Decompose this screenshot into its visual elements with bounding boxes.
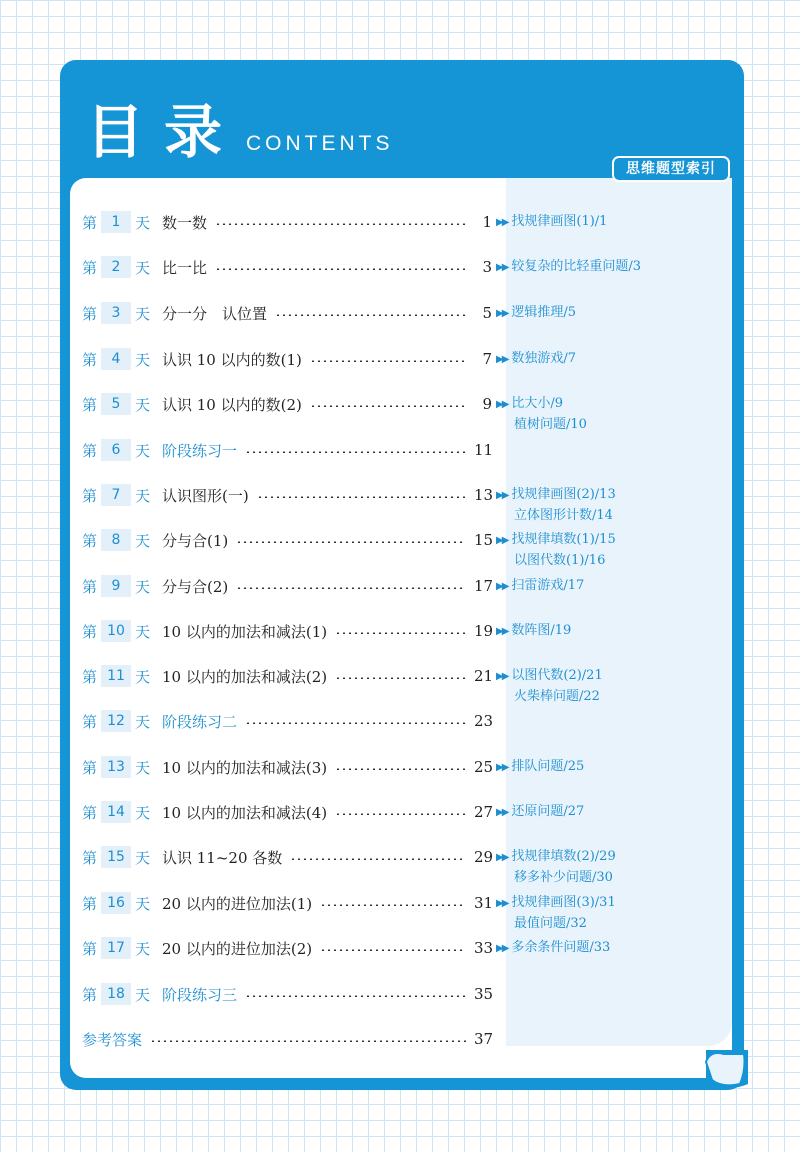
day-number: 5 xyxy=(101,393,131,415)
day-suffix: 天 xyxy=(135,395,151,414)
dot-leader xyxy=(245,451,466,453)
page-number: 21 xyxy=(474,667,494,685)
day-number: 8 xyxy=(101,529,131,551)
toc-row[interactable] xyxy=(82,528,492,552)
dot-leader xyxy=(320,904,466,906)
day-prefix: 第 xyxy=(82,304,98,323)
double-arrow-icon: ▶▶ xyxy=(496,943,508,954)
page-curl-icon xyxy=(704,1050,748,1090)
index-entry[interactable] xyxy=(496,847,726,888)
double-arrow-icon: ▶▶ xyxy=(496,626,508,637)
page-number: 29 xyxy=(474,848,494,866)
page-number: 11 xyxy=(474,441,494,459)
day-number: 18 xyxy=(101,983,131,1005)
topic-title: 分与合(1) xyxy=(162,531,229,550)
index-entry[interactable] xyxy=(496,257,726,278)
toc-row[interactable] xyxy=(82,755,492,779)
index-entry[interactable] xyxy=(496,530,726,571)
day-prefix: 第 xyxy=(82,758,98,777)
index-entry[interactable] xyxy=(496,802,726,823)
double-arrow-icon: ▶▶ xyxy=(496,852,508,863)
day-prefix: 第 xyxy=(82,531,98,550)
day-prefix: 第 xyxy=(82,939,98,958)
toc-row[interactable] xyxy=(82,709,492,733)
dot-leader xyxy=(335,813,466,815)
toc-answers-row[interactable] xyxy=(82,1027,492,1051)
day-suffix: 天 xyxy=(135,213,151,232)
day-prefix: 第 xyxy=(82,213,98,232)
index-line xyxy=(496,212,726,233)
day-prefix: 第 xyxy=(82,441,98,460)
toc-row[interactable] xyxy=(82,891,492,915)
index-text: 以图代数(1)/16 xyxy=(514,553,606,568)
page-number: 27 xyxy=(474,803,494,821)
day-suffix: 天 xyxy=(135,758,151,777)
index-text: 逻辑推理/5 xyxy=(511,305,577,320)
day-label xyxy=(82,439,162,461)
index-text: 较复杂的比轻重问题/3 xyxy=(511,259,642,274)
day-prefix: 第 xyxy=(82,848,98,867)
day-label xyxy=(82,348,162,370)
index-text: 找规律画图(1)/1 xyxy=(511,214,608,229)
day-label xyxy=(82,846,162,868)
topic-title: 阶段练习一 xyxy=(162,441,238,460)
day-label xyxy=(82,756,162,778)
index-line xyxy=(496,394,726,415)
toc-row[interactable] xyxy=(82,301,492,325)
index-line xyxy=(496,757,726,778)
day-prefix: 第 xyxy=(82,803,98,822)
day-label xyxy=(82,393,162,415)
page-number: 33 xyxy=(474,939,494,957)
dot-leader xyxy=(257,496,466,498)
index-text: 扫雷游戏/17 xyxy=(511,578,585,593)
day-number: 13 xyxy=(101,756,131,778)
index-line xyxy=(496,914,726,934)
page-subtitle: CONTENTS xyxy=(246,132,394,155)
toc-row[interactable] xyxy=(82,483,492,507)
index-line xyxy=(496,687,726,707)
double-arrow-icon: ▶▶ xyxy=(496,308,508,319)
toc-row[interactable] xyxy=(82,664,492,688)
day-number: 9 xyxy=(101,575,131,597)
index-text: 找规律画图(2)/13 xyxy=(511,487,616,502)
index-line xyxy=(496,485,726,506)
page-number: 35 xyxy=(474,985,494,1003)
toc-row[interactable] xyxy=(82,845,492,869)
index-text: 数阵图/19 xyxy=(511,623,572,638)
day-prefix: 第 xyxy=(82,395,98,414)
index-text: 找规律填数(2)/29 xyxy=(511,849,616,864)
day-number: 2 xyxy=(101,256,131,278)
day-label xyxy=(82,892,162,914)
index-text: 比大小/9 xyxy=(511,396,564,411)
toc-row[interactable] xyxy=(82,438,492,462)
topic-title: 分一分 认位置 xyxy=(162,304,268,323)
dot-leader xyxy=(320,949,466,951)
day-number: 14 xyxy=(101,801,131,823)
dot-leader xyxy=(335,768,466,770)
index-entry[interactable] xyxy=(496,621,726,642)
day-label xyxy=(82,256,162,278)
topic-title: 认识 11~20 各数 xyxy=(162,848,283,867)
day-number: 12 xyxy=(101,710,131,732)
index-line xyxy=(496,868,726,888)
page-number: 9 xyxy=(482,395,492,413)
index-line xyxy=(496,576,726,597)
day-prefix: 第 xyxy=(82,712,98,731)
topic-title: 20 以内的进位加法(2) xyxy=(162,939,313,958)
index-text: 排队问题/25 xyxy=(511,759,585,774)
day-prefix: 第 xyxy=(82,258,98,277)
double-arrow-icon: ▶▶ xyxy=(496,807,508,818)
day-number: 6 xyxy=(101,439,131,461)
index-text: 火柴棒问题/22 xyxy=(514,689,600,704)
day-number: 11 xyxy=(101,665,131,687)
answers-page: 37 xyxy=(474,1030,494,1048)
day-suffix: 天 xyxy=(135,667,151,686)
double-arrow-icon: ▶▶ xyxy=(496,354,508,365)
index-text: 找规律填数(1)/15 xyxy=(511,532,616,547)
topic-title: 10 以内的加法和减法(3) xyxy=(162,758,328,777)
index-text: 找规律画图(3)/31 xyxy=(511,895,616,910)
page-number: 5 xyxy=(482,304,492,322)
topic-title: 10 以内的加法和减法(2) xyxy=(162,667,328,686)
topic-title: 认识 10 以内的数(2) xyxy=(162,395,302,414)
dot-leader xyxy=(236,541,466,543)
double-arrow-icon: ▶▶ xyxy=(496,490,508,501)
topic-title: 数一数 xyxy=(162,213,208,232)
day-label xyxy=(82,529,162,551)
toc-row[interactable] xyxy=(82,347,492,371)
index-entry[interactable] xyxy=(496,349,726,370)
index-line xyxy=(496,802,726,823)
page-number: 19 xyxy=(474,622,494,640)
topic-title: 分与合(2) xyxy=(162,577,229,596)
day-prefix: 第 xyxy=(82,577,98,596)
toc-row[interactable] xyxy=(82,936,492,960)
double-arrow-icon: ▶▶ xyxy=(496,762,508,773)
dot-leader xyxy=(245,995,466,997)
dot-leader xyxy=(236,587,466,589)
dot-leader xyxy=(290,858,466,860)
index-text: 数独游戏/7 xyxy=(511,351,577,366)
page-number: 17 xyxy=(474,577,494,595)
day-prefix: 第 xyxy=(82,667,98,686)
day-number: 16 xyxy=(101,892,131,914)
day-label xyxy=(82,211,162,233)
dot-leader xyxy=(215,223,466,225)
dot-leader xyxy=(310,405,466,407)
index-text: 还原问题/27 xyxy=(511,804,585,819)
topic-title: 阶段练习二 xyxy=(162,712,238,731)
day-number: 7 xyxy=(101,484,131,506)
toc-row[interactable] xyxy=(82,800,492,824)
day-suffix: 天 xyxy=(135,803,151,822)
topic-title: 10 以内的加法和减法(1) xyxy=(162,622,328,641)
day-label xyxy=(82,801,162,823)
day-number: 1 xyxy=(101,211,131,233)
index-line xyxy=(496,666,726,687)
index-entry[interactable] xyxy=(496,212,726,233)
day-label xyxy=(82,620,162,642)
index-text: 立体图形计数/14 xyxy=(514,508,613,523)
dot-leader xyxy=(310,360,466,362)
day-suffix: 天 xyxy=(135,304,151,323)
dot-leader xyxy=(335,677,466,679)
day-number: 17 xyxy=(101,937,131,959)
day-suffix: 天 xyxy=(135,622,151,641)
index-line xyxy=(496,893,726,914)
double-arrow-icon: ▶▶ xyxy=(496,898,508,909)
double-arrow-icon: ▶▶ xyxy=(496,671,508,682)
index-entry[interactable] xyxy=(496,485,726,526)
index-line xyxy=(496,847,726,868)
index-text: 植树问题/10 xyxy=(514,417,587,432)
index-text: 以图代数(2)/21 xyxy=(511,668,603,683)
day-suffix: 天 xyxy=(135,531,151,550)
day-label xyxy=(82,937,162,959)
topic-title: 10 以内的加法和减法(4) xyxy=(162,803,328,822)
double-arrow-icon: ▶▶ xyxy=(496,535,508,546)
day-suffix: 天 xyxy=(135,712,151,731)
day-number: 3 xyxy=(101,302,131,324)
day-label xyxy=(82,983,162,1005)
day-suffix: 天 xyxy=(135,441,151,460)
topic-title: 比一比 xyxy=(162,258,208,277)
index-entry[interactable] xyxy=(496,757,726,778)
day-suffix: 天 xyxy=(135,894,151,913)
toc-row[interactable] xyxy=(82,255,492,279)
index-text: 最值问题/32 xyxy=(514,916,587,931)
day-suffix: 天 xyxy=(135,939,151,958)
page-number: 15 xyxy=(474,531,494,549)
index-entry[interactable] xyxy=(496,303,726,324)
index-badge: 思维题型索引 xyxy=(612,156,730,182)
page-number: 31 xyxy=(474,894,494,912)
day-prefix: 第 xyxy=(82,622,98,641)
page-number: 1 xyxy=(482,213,492,231)
dot-leader xyxy=(150,1040,466,1042)
day-suffix: 天 xyxy=(135,577,151,596)
dot-leader xyxy=(335,632,466,634)
index-line xyxy=(496,621,726,642)
page-title: 目录 xyxy=(86,98,243,166)
index-line xyxy=(496,415,726,435)
day-prefix: 第 xyxy=(82,350,98,369)
index-line xyxy=(496,303,726,324)
dot-leader xyxy=(275,314,466,316)
day-prefix: 第 xyxy=(82,985,98,1004)
day-label xyxy=(82,302,162,324)
index-line xyxy=(496,349,726,370)
day-suffix: 天 xyxy=(135,848,151,867)
day-suffix: 天 xyxy=(135,258,151,277)
index-line xyxy=(496,506,726,526)
day-suffix: 天 xyxy=(135,350,151,369)
day-number: 4 xyxy=(101,348,131,370)
double-arrow-icon: ▶▶ xyxy=(496,399,508,410)
toc-row[interactable] xyxy=(82,210,492,234)
day-suffix: 天 xyxy=(135,486,151,505)
day-suffix: 天 xyxy=(135,985,151,1004)
page-number: 3 xyxy=(482,258,492,276)
index-entry[interactable] xyxy=(496,666,726,707)
topic-title: 20 以内的进位加法(1) xyxy=(162,894,313,913)
page-number: 23 xyxy=(474,712,494,730)
topic-title: 认识 10 以内的数(1) xyxy=(162,350,302,369)
index-entry[interactable] xyxy=(496,938,726,959)
day-prefix: 第 xyxy=(82,486,98,505)
toc-row[interactable] xyxy=(82,574,492,598)
page-number: 25 xyxy=(474,758,494,776)
toc-row[interactable] xyxy=(82,619,492,643)
dot-leader xyxy=(245,722,466,724)
index-text: 移多补少问题/30 xyxy=(514,870,613,885)
page-number: 7 xyxy=(482,350,492,368)
day-label xyxy=(82,484,162,506)
index-text: 多余条件问题/33 xyxy=(511,940,611,955)
index-line xyxy=(496,530,726,551)
index-line xyxy=(496,551,726,571)
index-entry[interactable] xyxy=(496,576,726,597)
topic-title: 认识图形(一) xyxy=(162,486,249,505)
double-arrow-icon: ▶▶ xyxy=(496,581,508,592)
double-arrow-icon: ▶▶ xyxy=(496,262,508,273)
answers-label: 参考答案 xyxy=(82,1030,143,1049)
day-label xyxy=(82,710,162,732)
toc-row[interactable] xyxy=(82,982,492,1006)
index-line xyxy=(496,257,726,278)
index-line xyxy=(496,938,726,959)
double-arrow-icon: ▶▶ xyxy=(496,217,508,228)
day-label xyxy=(82,665,162,687)
index-entry[interactable] xyxy=(496,394,726,435)
day-number: 10 xyxy=(101,620,131,642)
dot-leader xyxy=(215,268,466,270)
toc-row[interactable] xyxy=(82,392,492,416)
day-prefix: 第 xyxy=(82,894,98,913)
topic-title: 阶段练习三 xyxy=(162,985,238,1004)
day-number: 15 xyxy=(101,846,131,868)
page-number: 13 xyxy=(474,486,494,504)
day-label xyxy=(82,575,162,597)
index-entry[interactable] xyxy=(496,893,726,934)
